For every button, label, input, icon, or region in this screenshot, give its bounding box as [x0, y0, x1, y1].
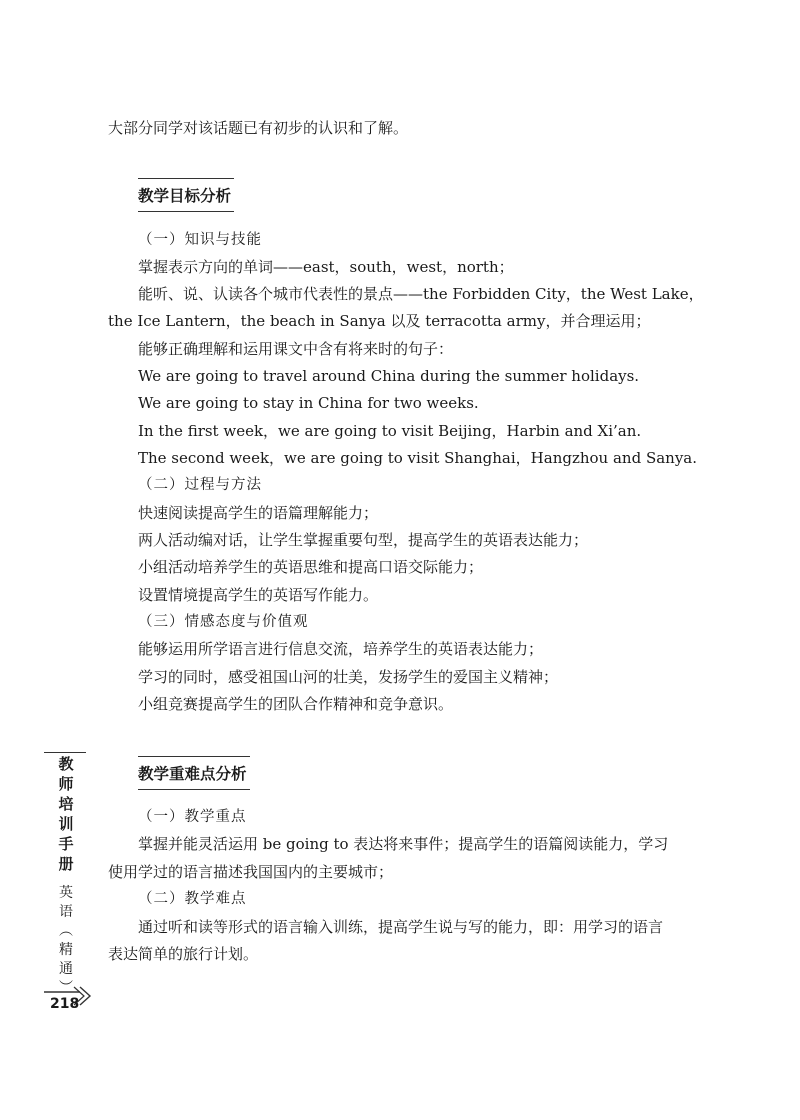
attitude-line: 能够运用所学语言进行信息交流，培养学生的英语表达能力； [138, 640, 544, 658]
intro-paragraph: 大部分同学对该话题已有初步的认识和了解。 [108, 119, 409, 137]
knowledge-line: 能够正确理解和运用课文中含有将来时的句子： [138, 340, 454, 358]
section2-heading: 教学重难点分析 [138, 765, 247, 783]
side-subject: 英 语 ︵ 精 通 ︶ [59, 885, 73, 996]
attitude-line: 学习的同时，感受祖国山河的壮美，发扬学生的爱国主义精神； [138, 668, 559, 686]
process-line: 设置情境提高学生的英语写作能力。 [138, 586, 379, 604]
example-sentence: The second week，we are going to visit Shanghai，Hangzhou and Sanya. [138, 449, 698, 467]
example-sentence: We are going to stay in China for two weeks. [138, 394, 479, 412]
focus-line: 掌握并能灵活运用 be going to 表达将来事件；提高学生的语篇阅读能力，学习 [138, 835, 669, 853]
page-number: 218 [50, 996, 80, 1012]
section2-sub-difficulty: （二）教学难点 [138, 891, 247, 907]
knowledge-line: 掌握表示方向的单词——east，south，west，north； [138, 258, 514, 276]
section2-bottom-rule [138, 789, 250, 790]
section1-heading: 教学目标分析 [138, 187, 232, 205]
section2-top-rule [138, 756, 250, 757]
process-line: 快速阅读提高学生的语篇理解能力； [138, 504, 379, 522]
example-sentence: In the first week，we are going to visit Beijing，Harbin and Xi’an. [138, 422, 642, 440]
side-book-title: 教 师 培 训 手 册 [58, 755, 74, 873]
section1-sub-knowledge: （一）知识与技能 [138, 232, 262, 248]
section2-sub-focus: （一）教学重点 [138, 809, 247, 825]
knowledge-line: 能听、说、认读各个城市代表性的景点——the Forbidden City，the West Lake， [138, 285, 704, 303]
side-tab [44, 754, 88, 998]
difficulty-line: 表达简单的旅行计划。 [108, 945, 259, 963]
section1-bottom-rule [138, 211, 234, 212]
attitude-line: 小组竞赛提高学生的团队合作精神和竞争意识。 [138, 695, 454, 713]
section1-sub-attitude: （三）情感态度与价值观 [138, 614, 309, 630]
example-sentence: We are going to travel around China during the summer holidays. [138, 367, 640, 385]
knowledge-line: the Ice Lantern，the beach in Sanya 以及 terracotta army，并合理运用； [108, 312, 651, 330]
section1-sub-process: （二）过程与方法 [138, 477, 262, 493]
process-line: 小组活动培养学生的英语思维和提高口语交际能力； [138, 558, 484, 576]
focus-line: 使用学过的语言描述我国国内的主要城市； [108, 863, 394, 881]
difficulty-line: 通过听和读等形式的语言输入训练，提高学生说与写的能力，即：用学习的语言 [138, 918, 664, 936]
process-line: 两人活动编对话，让学生掌握重要句型，提高学生的英语表达能力； [138, 531, 589, 549]
section1-top-rule [138, 178, 234, 179]
side-tab-top-rule [44, 752, 86, 753]
